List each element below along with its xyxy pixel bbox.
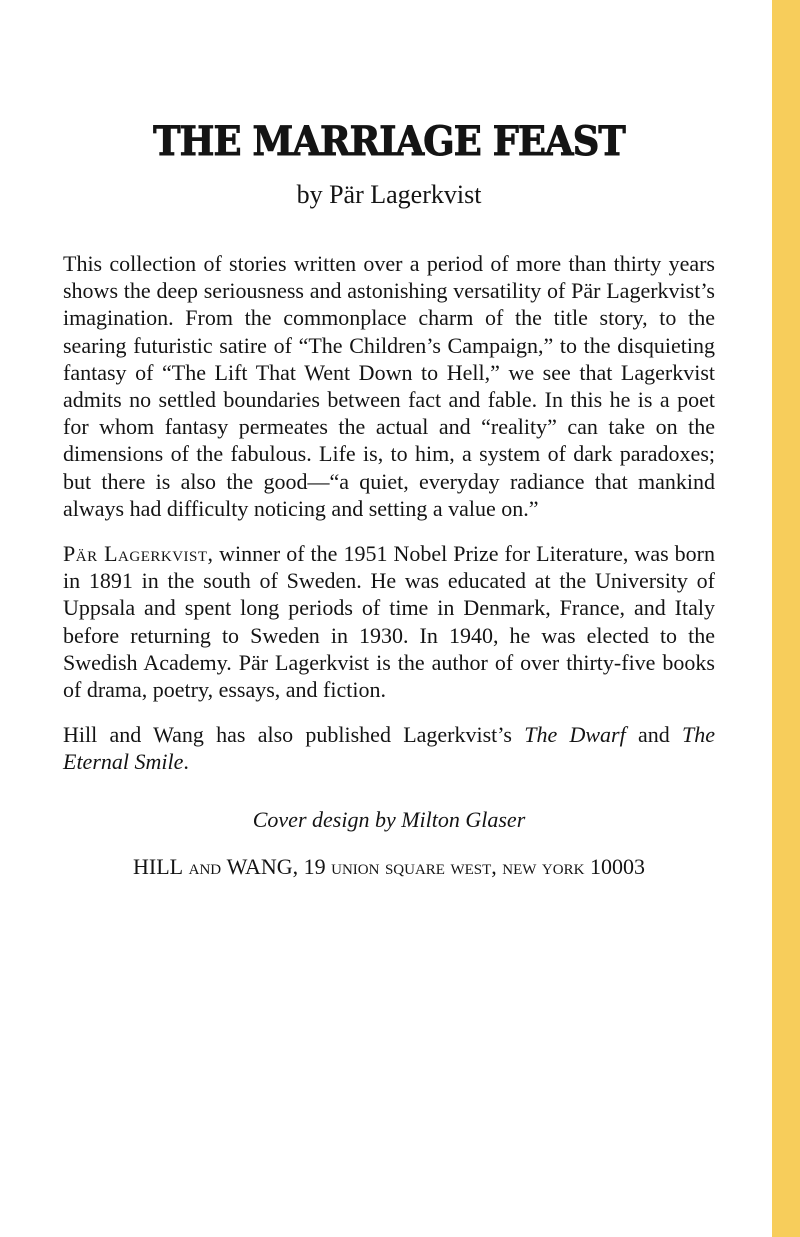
author-bio [63, 540, 715, 703]
publisher-name-1: HILL [133, 853, 184, 879]
also-published-suffix: . [183, 749, 189, 775]
author-bio-text: , winner of the 1951 Nobel Prize for Literature, was born in 1891 in the south of Sweden. He was educated at the University of Uppsala and spent long periods of time in Denmark, France, and Italy before returning to Sweden in 1930. In 1940, he was elected to the Swedish Academy. Pär Lagerkvist is the author of over thirty-five books of drama, poetry, essays, and fiction. [63, 541, 715, 703]
publisher-name-2: WANG [226, 853, 293, 879]
cover-design-credit: Cover design by Milton Glaser [252, 806, 526, 832]
publisher-line [63, 853, 715, 880]
book-title: THE MARRIAGE FEAST [153, 118, 625, 165]
book-description: This collection of stories written over a period of more than thirty years shows the deep seriousness and astonishing versatility of Pär Lagerkvist’s imagination. From the commonplace charm of the title story, to the searing futuristic satire of “The Children’s Campaign,” to the disquieting fantasy of “The Lift That Went Down to Hell,” we see that Lagerkvist admits no settled boundaries between fact and fable. In this he is a poet for whom fantasy permeates the actual and “reality” can take on the dimensions of the fabulous. Life is, to him, a system of dark paradoxes; but there is also the good—“a quiet, everyday radiance that mankind always had difficulty noticing and setting a value on.” [63, 251, 715, 521]
publisher-address: , 19 union square west, new york 10003 [292, 853, 645, 879]
book-byline: by Pär Lagerkvist [296, 180, 482, 209]
also-published-prefix: Hill and Wang has also published Lagerkvist’s [63, 722, 525, 748]
jacket-flap-content [63, 120, 715, 880]
also-published-note [63, 721, 715, 775]
yellow-edge-strip [772, 0, 800, 1237]
also-published-book-2: The Eternal Smile [63, 722, 715, 775]
also-published-book-1: The Dwarf [524, 722, 626, 748]
also-published-middle: and [625, 722, 682, 748]
author-name: Pär Lagerkvist [63, 541, 208, 567]
publisher-and: and [183, 853, 227, 879]
